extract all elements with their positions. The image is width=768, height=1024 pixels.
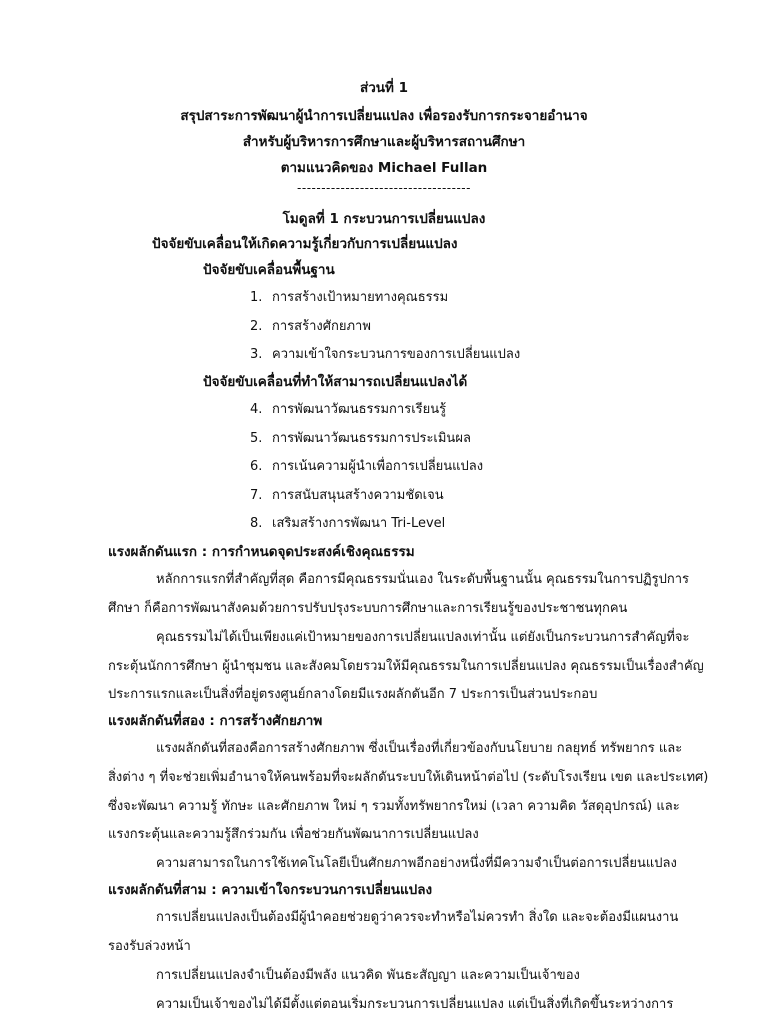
paragraph-line: แรงผลักดันที่สองคือการสร้างศักยภาพ ซึ่งเป็นเรื่องที่เกี่ยวข้องกับนโยบาย กลยุทธ์ ทรัพยากร และ: [156, 741, 683, 756]
drivers-heading: ปัจจัยขับเคลื่อนให้เกิดความรู้เกี่ยวกับการเปลี่ยนแปลง: [152, 236, 458, 252]
paragraph-line: ประการแรกและเป็นสิ่งที่อยู่ตรงศูนย์กลางโดยมีแรงผลักดันอีก 7 ประการเป็นส่วนประกอบ: [108, 687, 598, 702]
list-item: 3. ความเข้าใจกระบวนการของการเปลี่ยนแปลง: [250, 347, 521, 362]
module-title: โมดูลที่ 1 กระบวนการเปลี่ยนแปลง: [282, 211, 486, 227]
document-title-line-2: สำหรับผู้บริหารการศึกษาและผู้บริหารสถานศึกษา: [242, 134, 526, 150]
document-title-line-3: ตามแนวคิดของ Michael Fullan: [280, 160, 488, 176]
paragraph-line: แรงกระตุ้นและความรู้สึกร่วมกัน เพื่อช่วยกันพัฒนาการเปลี่ยนแปลง: [108, 827, 479, 842]
list-item: 6. การเน้นความผู้นำเพื่อการเปลี่ยนแปลง: [250, 459, 484, 474]
paragraph-line: หลักการแรกที่สำคัญที่สุด คือการมีคุณธรรมนั่นเอง ในระดับพื้นฐานนั้น คุณธรรมในการปฏิรูปการ: [156, 572, 689, 587]
paragraph-line: กระตุ้นนักการศึกษา ผู้นำชุมชน และสังคมโดยรวมให้มีคุณธรรมในการเปลี่ยนแปลง คุณธรรมเป็นเรื่องสำคัญ: [108, 659, 704, 674]
separator-line: ------------------------------------: [297, 181, 471, 195]
list-item: 2. การสร้างศักยภาพ: [250, 319, 371, 334]
list-item: 4. การพัฒนาวัฒนธรรมการเรียนรู้: [250, 402, 447, 417]
force-2-heading: แรงผลักดันที่สอง : การสร้างศักยภาพ: [108, 713, 323, 729]
force-1-heading: แรงผลักดันแรก : การกำหนดจุดประสงค์เชิงคุณธรรม: [108, 544, 415, 560]
paragraph-line: การเปลี่ยนแปลงเป็นต้องมีผู้นำคอยช่วยดูว่าควรจะทำหรือไม่ควรทำ สิ่งใด และจะต้องมีแผนงาน: [156, 910, 679, 925]
paragraph-line: ศึกษา ก็คือการพัฒนาสังคมด้วยการปรับปรุงระบบการศึกษาและการเรียนรู้ของประชาชนทุกคน: [108, 601, 628, 616]
list-item: 8. เสริมสร้างการพัฒนา Tri-Level: [250, 516, 446, 531]
paragraph-line: สิ่งต่าง ๆ ที่จะช่วยเพิ่มอำนาจให้คนพร้อมที่จะผลักดันระบบให้เดินหน้าต่อไป (ระดับโรงเรียน เขต และประเทศ): [108, 770, 709, 785]
list-item: 5. การพัฒนาวัฒนธรรมการประเมินผล: [250, 431, 471, 446]
paragraph-line: ซึ่งจะพัฒนา ความรู้ ทักษะ และศักยภาพ ใหม่ ๆ รวมทั้งทรัพยากรใหม่ (เวลา ความคิด วัสดุอุปกรณ์) และ: [108, 799, 680, 814]
force-3-heading: แรงผลักดันที่สาม : ความเข้าใจกระบวนการเปลี่ยนแปลง: [108, 882, 433, 898]
list-item: 1. การสร้างเป้าหมายทางคุณธรรม: [250, 290, 449, 305]
paragraph-line: คุณธรรมไม่ได้เป็นเพียงแค่เป้าหมายของการเปลี่ยนแปลงเท่านั้น แต่ยังเป็นกระบวนการสำคัญที่จะ: [156, 630, 690, 645]
enabling-drivers-heading: ปัจจัยขับเคลื่อนที่ทำให้สามารถเปลี่ยนแปลงได้: [203, 374, 468, 390]
document-title-line-1: สรุปสาระการพัฒนาผู้นำการเปลี่ยนแปลง เพื่อรองรับการกระจายอำนาจ: [180, 108, 588, 124]
basic-drivers-heading: ปัจจัยขับเคลื่อนพื้นฐาน: [203, 262, 335, 278]
paragraph-line: ความเป็นเจ้าของไม่ได้มีตั้งแต่ตอนเริ่มกระบวนการเปลี่ยนแปลง แต่เป็นสิ่งที่เกิดขึ้นระหว่างการ: [156, 997, 674, 1012]
list-item: 7. การสนับสนุนสร้างความชัดเจน: [250, 488, 444, 503]
paragraph-line: ความสามารถในการใช้เทคโนโลยีเป็นศักยภาพอีกอย่างหนึ่งที่มีความจำเป็นต่อการเปลี่ยนแปลง: [156, 856, 677, 871]
paragraph-line: การเปลี่ยนแปลงจำเป็นต้องมีพลัง แนวคิด พันธะสัญญา และความเป็นเจ้าของ: [156, 968, 580, 983]
part-heading: ส่วนที่ 1: [359, 80, 409, 96]
paragraph-line: รองรับล่วงหน้า: [108, 939, 191, 954]
